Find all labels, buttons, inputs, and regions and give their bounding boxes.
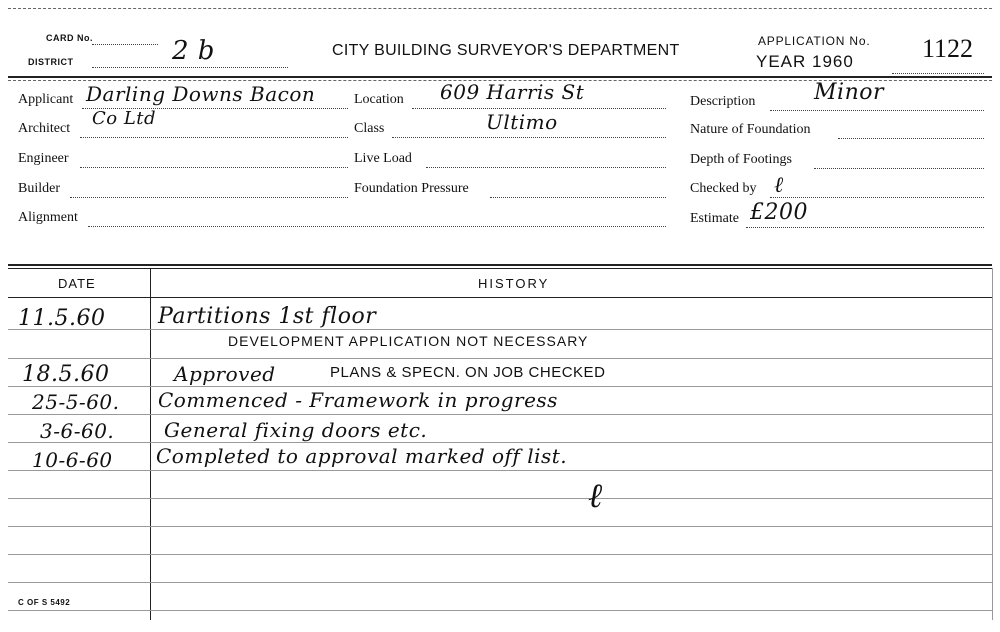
applicant-value: Darling Downs Bacon [86, 82, 316, 106]
builder-line [70, 197, 348, 198]
depth-of-footings-label: Depth of Footings [690, 152, 792, 167]
top-border [8, 8, 992, 9]
history-date: 18.5.60 [22, 362, 110, 387]
location-label: Location [354, 92, 404, 107]
history-header-rule [8, 297, 992, 298]
applicant-label: Applicant [18, 92, 74, 107]
history-top-rule-2 [8, 268, 992, 269]
department-title: CITY BUILDING SURVEYOR'S DEPARTMENT [332, 42, 680, 59]
foundation-pressure-label: Foundation Pressure [354, 181, 469, 196]
alignment-line [88, 226, 666, 227]
history-date: 25-5-60. [32, 390, 120, 414]
checked-by-line [770, 197, 984, 198]
builder-label: Builder [18, 181, 60, 196]
estimate-line [746, 227, 984, 228]
alignment-label: Alignment [18, 210, 78, 225]
estimate-label: Estimate [690, 211, 739, 226]
class-line [392, 137, 666, 138]
history-top-rule [8, 264, 992, 266]
date-column-divider [150, 268, 151, 620]
history-signature: ℓ [588, 476, 603, 516]
architect-value: Co Ltd [92, 108, 157, 129]
history-entry-stamp: DEVELOPMENT APPLICATION NOT NECESSARY [228, 333, 589, 349]
foundation-pressure-line [490, 197, 666, 198]
description-value: Minor [814, 80, 884, 105]
live-load-line [426, 167, 666, 168]
right-edge [992, 268, 993, 620]
description-line [770, 110, 984, 111]
nature-of-foundation-line [838, 138, 984, 139]
district-line [92, 67, 288, 68]
checked-by-value: ℓ [774, 173, 784, 198]
depth-of-footings-line [814, 168, 984, 169]
history-date: 11.5.60 [18, 306, 106, 331]
location-value: 609 Harris St [440, 80, 585, 104]
history-entry: Completed to approval marked off list. [156, 444, 568, 468]
history-entry-stamp: PLANS & SPECN. ON JOB CHECKED [330, 364, 606, 381]
history-date: 3-6-60. [40, 419, 115, 443]
engineer-label: Engineer [18, 151, 69, 166]
architect-label: Architect [18, 121, 71, 136]
estimate-value: £200 [750, 200, 808, 225]
form-code: C OF S 5492 [18, 598, 71, 607]
history-entry-hand: Approved [174, 362, 276, 386]
history-entry: Partitions 1st floor [158, 304, 377, 329]
card-no-line [92, 44, 158, 45]
application-no-value: 1122 [922, 34, 974, 63]
district-label: DISTRICT [28, 57, 74, 67]
district-value: 2 b [172, 36, 215, 66]
history-date: 10-6-60 [32, 448, 113, 472]
date-header: DATE [58, 276, 96, 291]
application-no-label: APPLICATION No. [758, 34, 871, 48]
history-entry: Commenced - Framework in progress [158, 388, 558, 412]
history-entry: General fixing doors etc. [164, 418, 428, 442]
history-header: HISTORY [478, 276, 550, 291]
engineer-line [80, 167, 348, 168]
architect-line [80, 137, 348, 138]
location-line [412, 108, 666, 109]
card-no-label: CARD No. [46, 33, 93, 43]
checked-by-label: Checked by [690, 181, 757, 196]
description-label: Description [690, 94, 756, 109]
application-no-line [892, 73, 984, 74]
live-load-label: Live Load [354, 151, 412, 166]
nature-of-foundation-label: Nature of Foundation [690, 122, 811, 137]
class-value: Ultimo [486, 110, 558, 134]
year-label: YEAR 1960 [756, 52, 854, 71]
class-label: Class [354, 121, 385, 136]
header-divider [8, 76, 992, 78]
